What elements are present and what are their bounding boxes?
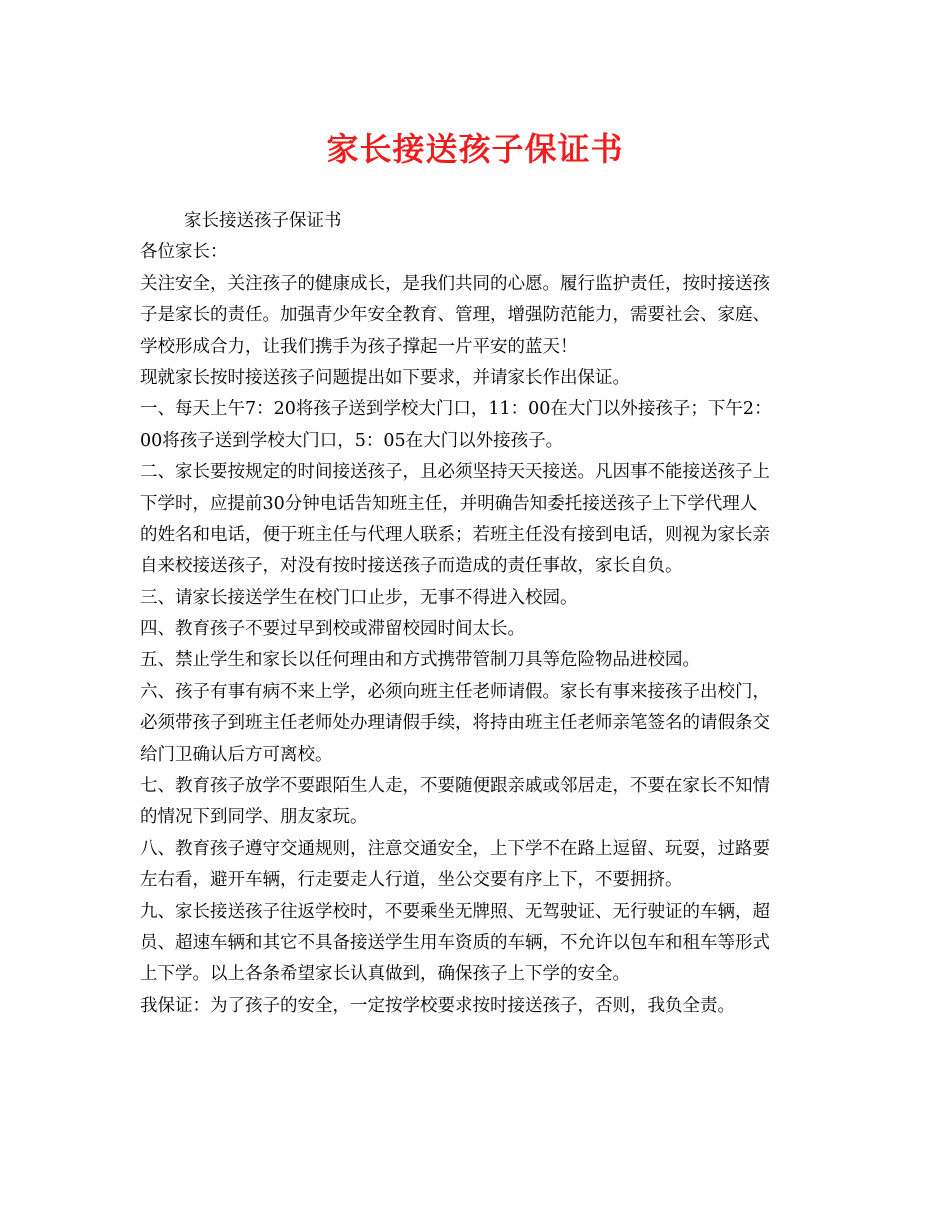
text-line: 现就家长按时接送孩子问题提出如下要求，并请家长作出保证。 bbox=[140, 367, 630, 388]
greeting: 各位家长： bbox=[140, 242, 228, 263]
text-line: 一、每天上午7：20将孩子送到学校大门口，11：00在大门以外接孩子；下午2： bbox=[140, 399, 772, 420]
text-line: 自来校接送孩子，对没有按时接送孩子而造成的责任事故，家长自负。 bbox=[140, 556, 683, 577]
text-line: 六、孩子有事有病不来上学，必须向班主任老师请假。家长有事来接孩子出校门， bbox=[140, 681, 770, 702]
text-line: 的姓名和电话，便于班主任与代理人联系；若班主任没有接到电话，则视为家长亲 bbox=[140, 524, 770, 545]
document-title: 家长接送孩子保证书 bbox=[326, 130, 624, 168]
text-line: 的情况下到同学、朋友家玩。 bbox=[140, 807, 368, 828]
text-line: 学校形成合力，让我们携手为孩子撑起一片平安的蓝天！ bbox=[140, 336, 578, 357]
text-line: 五、禁止学生和家长以任何理由和方式携带管制刀具等危险物品进校园。 bbox=[140, 650, 700, 671]
text-line: 必须带孩子到班主任老师处办理请假手续，将持由班主任老师亲笔签名的请假条交 bbox=[140, 713, 770, 734]
text-line: 00将孩子送到学校大门口，5：05在大门以外接孩子。 bbox=[140, 430, 564, 451]
document-subtitle: 家长接送孩子保证书 bbox=[184, 211, 342, 231]
text-line: 九、家长接送孩子往返学校时，不要乘坐无牌照、无驾驶证、无行驶证的车辆，超 bbox=[140, 901, 770, 922]
text-line: 子是家长的责任。加强青少年安全教育、管理，增强防范能力，需要社会、家庭、 bbox=[140, 305, 770, 326]
body-lines bbox=[140, 269, 815, 1022]
text-line: 下学时，应提前30分钟电话告知班主任，并明确告知委托接送孩子上下学代理人 bbox=[140, 493, 758, 514]
text-line: 左右看，避开车辆，行走要走人行道，坐公交要有序上下，不要拥挤。 bbox=[140, 870, 683, 891]
text-line: 我保证：为了孩子的安全，一定按学校要求按时接送孩子，否则，我负全责。 bbox=[140, 995, 735, 1016]
text-line: 八、教育孩子遵守交通规则，注意交通安全，上下学不在路上逗留、玩耍，过路要 bbox=[140, 838, 770, 859]
text-line: 四、教育孩子不要过早到校或滞留校园时间太长。 bbox=[140, 619, 525, 640]
text-line: 七、教育孩子放学不要跟陌生人走，不要随便跟亲戚或邻居走，不要在家长不知情 bbox=[140, 776, 770, 797]
text-line: 给门卫确认后方可离校。 bbox=[140, 744, 333, 765]
text-line: 关注安全，关注孩子的健康成长，是我们共同的心愿。履行监护责任，按时接送孩 bbox=[140, 273, 770, 294]
document-body bbox=[140, 206, 815, 1022]
text-line: 员、超速车辆和其它不具备接送学生用车资质的车辆，不允许以包车和租车等形式 bbox=[140, 932, 770, 953]
text-line: 二、家长要按规定的时间接送孩子，且必须坚持天天接送。凡因事不能接送孩子上 bbox=[140, 462, 770, 483]
text-line: 三、请家长接送学生在校门口止步，无事不得进入校园。 bbox=[140, 587, 578, 608]
text-line: 上下学。以上各条希望家长认真做到，确保孩子上下学的安全。 bbox=[140, 964, 630, 985]
